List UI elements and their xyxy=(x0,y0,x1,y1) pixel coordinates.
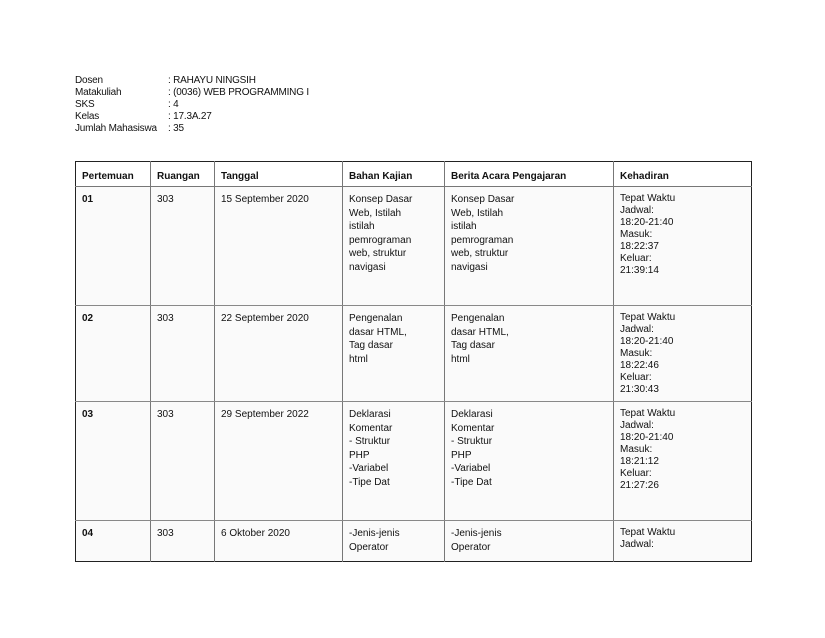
cell-kehadiran: Tepat Waktu Jadwal: 18:20-21:40 Masuk: 18:22:37 Keluar: 21:39:14 xyxy=(614,187,752,306)
cell-tanggal: 29 September 2022 xyxy=(215,402,343,521)
cell-pertemuan: 01 xyxy=(76,187,151,306)
kelas-row xyxy=(75,111,309,123)
cell-berita-acara: Konsep Dasar Web, Istilah istilah pemrograman web, struktur navigasi xyxy=(445,187,614,306)
matakuliah-row xyxy=(75,87,309,99)
cell-bahan-kajian: Konsep Dasar Web, Istilah istilah pemrograman web, struktur navigasi xyxy=(343,187,445,306)
cell-kehadiran: Tepat Waktu Jadwal: 18:20-21:40 Masuk: 18:21:12 Keluar: 21:27:26 xyxy=(614,402,752,521)
cell-ruangan: 303 xyxy=(151,187,215,306)
cell-bahan-kajian: Pengenalan dasar HTML, Tag dasar html xyxy=(343,306,445,402)
cell-berita-acara: -Jenis-jenis Operator xyxy=(445,521,614,562)
matakuliah-value: : (0036) WEB PROGRAMMING I xyxy=(168,87,309,98)
cell-berita-acara: Deklarasi Komentar - Struktur PHP -Variabel -Tipe Dat xyxy=(445,402,614,521)
sks-label: SKS xyxy=(75,99,95,110)
header-berita-acara: Berita Acara Pengajaran xyxy=(445,162,614,187)
cell-kehadiran: Tepat Waktu Jadwal: 18:20-21:40 Masuk: 18:22:46 Keluar: 21:30:43 xyxy=(614,306,752,402)
kelas-label: Kelas xyxy=(75,111,100,122)
sks-row xyxy=(75,99,309,111)
cell-bahan-kajian: -Jenis-jenis Operator xyxy=(343,521,445,562)
kelas-value: : 17.3A.27 xyxy=(168,111,212,122)
cell-bahan-kajian: Deklarasi Komentar - Struktur PHP -Variabel -Tipe Dat xyxy=(343,402,445,521)
header-ruangan: Ruangan xyxy=(151,162,215,187)
matakuliah-label: Matakuliah xyxy=(75,87,122,98)
cell-berita-acara: Pengenalan dasar HTML, Tag dasar html xyxy=(445,306,614,402)
cell-ruangan: 303 xyxy=(151,521,215,562)
dosen-row xyxy=(75,75,309,87)
cell-tanggal: 6 Oktober 2020 xyxy=(215,521,343,562)
jumlah-row xyxy=(75,123,309,135)
cell-tanggal: 15 September 2020 xyxy=(215,187,343,306)
jumlah-value: : 35 xyxy=(168,123,184,134)
jumlah-label: Jumlah Mahasiswa xyxy=(75,123,157,134)
dosen-value: : RAHAYU NINGSIH xyxy=(168,75,256,86)
attendance-table xyxy=(75,161,752,562)
cell-ruangan: 303 xyxy=(151,402,215,521)
cell-pertemuan: 03 xyxy=(76,402,151,521)
cell-pertemuan: 02 xyxy=(76,306,151,402)
dosen-label: Dosen xyxy=(75,75,103,86)
course-info xyxy=(75,75,309,135)
cell-tanggal: 22 September 2020 xyxy=(215,306,343,402)
sks-value: : 4 xyxy=(168,99,179,110)
header-kehadiran: Kehadiran xyxy=(614,162,752,187)
header-bahan-kajian: Bahan Kajian xyxy=(343,162,445,187)
table-row xyxy=(76,402,752,521)
cell-pertemuan: 04 xyxy=(76,521,151,562)
header-tanggal: Tanggal xyxy=(215,162,343,187)
cell-ruangan: 303 xyxy=(151,306,215,402)
cell-kehadiran: Tepat Waktu Jadwal: xyxy=(614,521,752,562)
table-row xyxy=(76,306,752,402)
table-row xyxy=(76,521,752,562)
table-row xyxy=(76,187,752,306)
header-pertemuan: Pertemuan xyxy=(76,162,151,187)
table-header-row xyxy=(76,162,752,187)
